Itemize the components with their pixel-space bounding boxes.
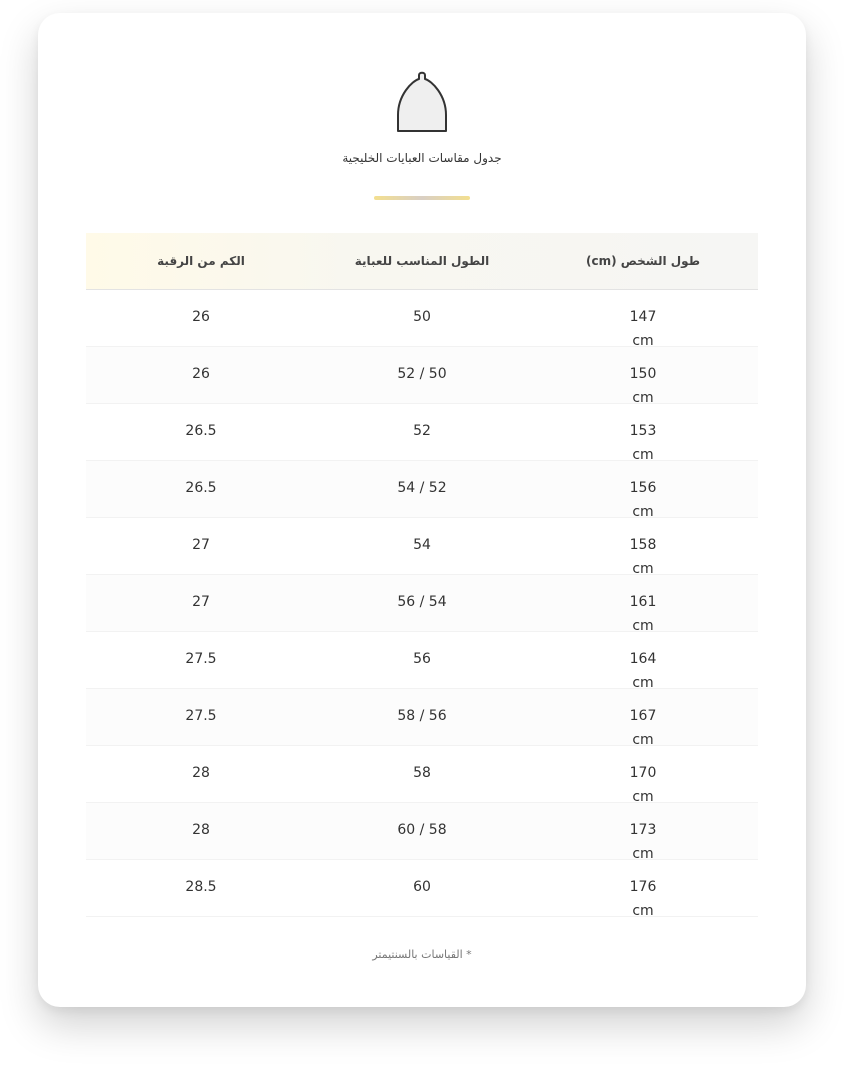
cell-sleeve: 26 — [192, 366, 210, 382]
height-value: 164 — [629, 651, 657, 667]
table-row — [86, 803, 758, 860]
cell-height — [528, 347, 758, 406]
cell-sleeve: 28.5 — [185, 879, 217, 895]
cell-height — [528, 746, 758, 805]
height-value: 161 — [629, 594, 657, 610]
cell-length: 54 — [413, 537, 431, 553]
cell-sleeve: 26.5 — [185, 480, 217, 496]
cell-sleeve: 27 — [192, 537, 210, 553]
table-row — [86, 575, 758, 632]
cell-length: 52 / 50 — [397, 366, 447, 382]
size-chart-card — [38, 13, 806, 1007]
height-unit: cm — [632, 846, 654, 862]
cell-sleeve: 28 — [192, 822, 210, 838]
column-header-height: طول الشخص (cm) — [585, 254, 701, 268]
cell-height — [528, 860, 758, 919]
cell-length: 54 / 52 — [397, 480, 447, 496]
height-unit: cm — [632, 675, 654, 691]
abaya-hat-icon — [394, 69, 450, 135]
cell-height — [528, 689, 758, 748]
table-row — [86, 860, 758, 917]
height-value: 173 — [629, 822, 657, 838]
height-unit: cm — [632, 447, 654, 463]
height-value: 150 — [629, 366, 657, 382]
height-value: 156 — [629, 480, 657, 496]
title-divider — [374, 196, 470, 200]
height-value: 153 — [629, 423, 657, 439]
table-body — [86, 290, 758, 917]
cell-length: 60 — [413, 879, 431, 895]
cell-length: 58 — [413, 765, 431, 781]
cell-sleeve: 27.5 — [185, 651, 217, 667]
height-value: 167 — [629, 708, 657, 724]
column-header-length: الطول المناسب للعباية — [354, 254, 490, 268]
cell-length: 58 / 56 — [397, 708, 447, 724]
height-unit: cm — [632, 732, 654, 748]
cell-height — [528, 518, 758, 577]
cell-length: 60 / 58 — [397, 822, 447, 838]
cell-length: 52 — [413, 423, 431, 439]
table-header — [86, 233, 758, 290]
cell-sleeve: 26 — [192, 309, 210, 325]
table-row — [86, 746, 758, 803]
cell-height — [528, 632, 758, 691]
height-value: 147 — [629, 309, 657, 325]
cell-height — [528, 290, 758, 349]
cell-sleeve: 28 — [192, 765, 210, 781]
height-unit: cm — [632, 789, 654, 805]
height-unit: cm — [632, 390, 654, 406]
cell-sleeve: 27 — [192, 594, 210, 610]
cell-sleeve: 26.5 — [185, 423, 217, 439]
height-unit: cm — [632, 561, 654, 577]
page-title: جدول مقاسات العبايات الخليجية — [342, 151, 502, 165]
footnote: * القياسات بالسنتيمتر — [372, 948, 472, 961]
table-row — [86, 404, 758, 461]
height-value: 176 — [629, 879, 657, 895]
table-row — [86, 518, 758, 575]
cell-height — [528, 404, 758, 463]
height-value: 170 — [629, 765, 657, 781]
column-header-sleeve: الكم من الرقبة — [157, 254, 245, 268]
cell-length: 56 — [413, 651, 431, 667]
size-table — [86, 233, 758, 917]
cell-length: 50 — [413, 309, 431, 325]
height-unit: cm — [632, 903, 654, 919]
table-row — [86, 632, 758, 689]
cell-height — [528, 461, 758, 520]
cell-length: 56 / 54 — [397, 594, 447, 610]
table-row — [86, 347, 758, 404]
height-unit: cm — [632, 333, 654, 349]
table-row — [86, 689, 758, 746]
cell-sleeve: 27.5 — [185, 708, 217, 724]
table-row — [86, 461, 758, 518]
height-unit: cm — [632, 618, 654, 634]
cell-height — [528, 575, 758, 634]
table-row — [86, 290, 758, 347]
height-value: 158 — [629, 537, 657, 553]
height-unit: cm — [632, 504, 654, 520]
cell-height — [528, 803, 758, 862]
